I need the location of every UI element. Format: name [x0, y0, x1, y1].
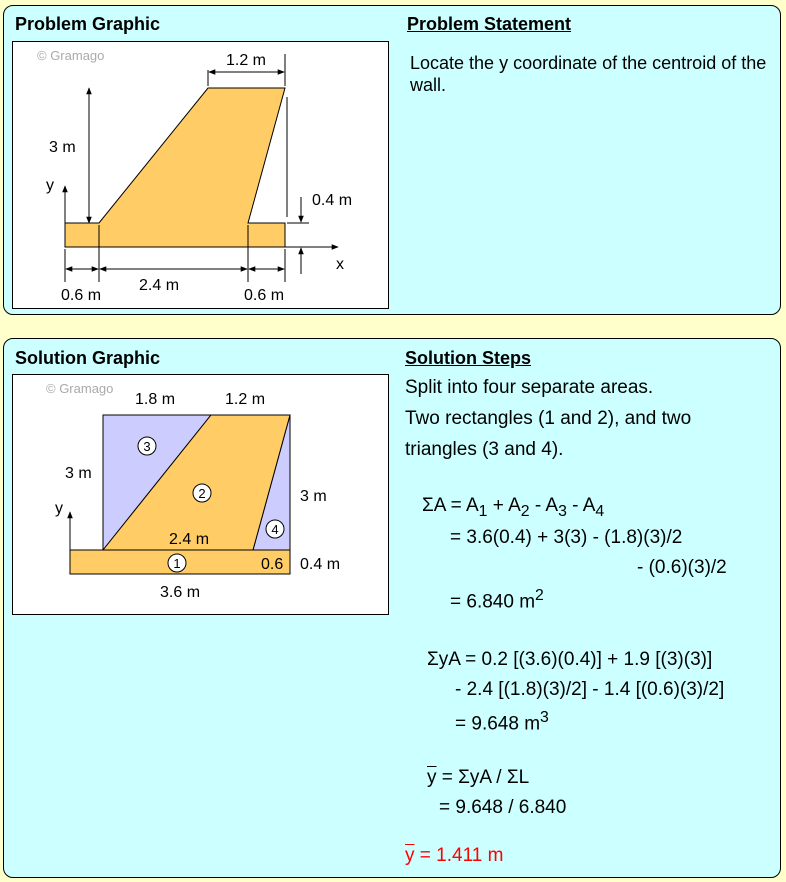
ybar-final-symbol: $\overline{y}$ — [405, 845, 415, 866]
intro-line-2: Two rectangles (1 and 2), and two — [405, 408, 692, 429]
sum-area-result — [450, 587, 544, 613]
sum-ya-line-1: ΣyA = 0.2 [(3.6)(0.4)] + 1.9 [(3)(3)] — [427, 649, 713, 670]
problem-panel — [3, 5, 781, 315]
dim-top-solution: 1.2 m — [225, 391, 266, 408]
dim-height: 3 m — [49, 139, 76, 156]
problem-statement-text: Locate the y coordinate of the centroid of the wall. — [410, 53, 767, 95]
dim-right-height: 3 m — [300, 488, 327, 505]
ybar-line-1 — [427, 767, 529, 789]
dim-triangle3-top: 1.8 m — [135, 391, 176, 408]
axis-x: x — [336, 256, 344, 273]
axis-y: y — [46, 177, 54, 194]
sum-ya-result-value: = 9.648 m — [455, 713, 541, 735]
sum-area-result-value: = 6.840 m — [450, 591, 536, 613]
intro-line-3: triangles (3 and 4). — [405, 439, 564, 460]
problem-diagram — [13, 42, 390, 310]
sum-ya-line-2: - 2.4 [(1.8)(3)/2] - 1.4 [(0.6)(3)/2] — [455, 679, 725, 700]
problem-graphic-heading: Problem Graphic — [15, 14, 161, 34]
ybar-final-value: = 1.411 m — [414, 845, 504, 866]
dim-base: 3.6 m — [160, 584, 201, 601]
ybar-line-2: = 9.648 / 6.840 — [439, 797, 567, 818]
solution-graphic-heading: Solution Graphic — [15, 348, 161, 368]
problem-figure — [12, 41, 389, 309]
sum-area-result-exp: 2 — [535, 587, 544, 604]
dim-left-height: 3 m — [65, 465, 92, 482]
dim-base-inner: 2.4 m — [169, 531, 210, 548]
label-4: 4 — [271, 522, 279, 537]
problem-statement-heading: Problem Statement — [407, 14, 572, 34]
ybar-line-1-rest: = ΣyA / ΣL — [436, 767, 530, 788]
sum-ya-result-exp: 3 — [540, 709, 549, 726]
sum-ya-result — [455, 709, 549, 735]
label-1: 1 — [173, 556, 181, 571]
ybar-final — [405, 845, 503, 867]
intro-line-1: Split into four separate areas. — [405, 377, 654, 398]
label-3: 3 — [143, 439, 151, 454]
ybar-symbol: $\overline{y}$ — [427, 767, 437, 788]
sum-area-lhs: ΣA = A — [422, 495, 479, 516]
dim-top: 1.2 m — [225, 52, 267, 69]
solution-figure — [12, 374, 389, 615]
label-2: 2 — [198, 486, 206, 501]
dim-middle: 2.4 m — [139, 277, 180, 294]
sum-area-line-1: $\Sigma A = A_1 + A_2 - A_3 - A_4$ — [422, 495, 605, 520]
axis-y-solution: y — [55, 500, 63, 517]
dim-thickness-solution: 0.4 m — [300, 556, 341, 573]
dim-thickness: 0.4 m — [312, 192, 353, 209]
sum-area-line-3: - (0.6)(3)/2 — [637, 557, 727, 578]
solution-panel — [3, 338, 781, 878]
dim-right: 0.6 m — [244, 287, 285, 304]
solution-diagram — [13, 375, 390, 616]
dim-left: 0.6 m — [61, 287, 102, 304]
wall-shape — [65, 88, 285, 247]
watermark: © Gramago — [37, 48, 105, 63]
solution-steps-heading: Solution Steps — [405, 348, 531, 368]
watermark-solution: © Gramago — [46, 381, 114, 396]
sum-area-line-2: = 3.6(0.4) + 3(3) - (1.8)(3)/2 — [450, 527, 683, 548]
dim-triangle4-base: 0.6 — [261, 556, 284, 573]
